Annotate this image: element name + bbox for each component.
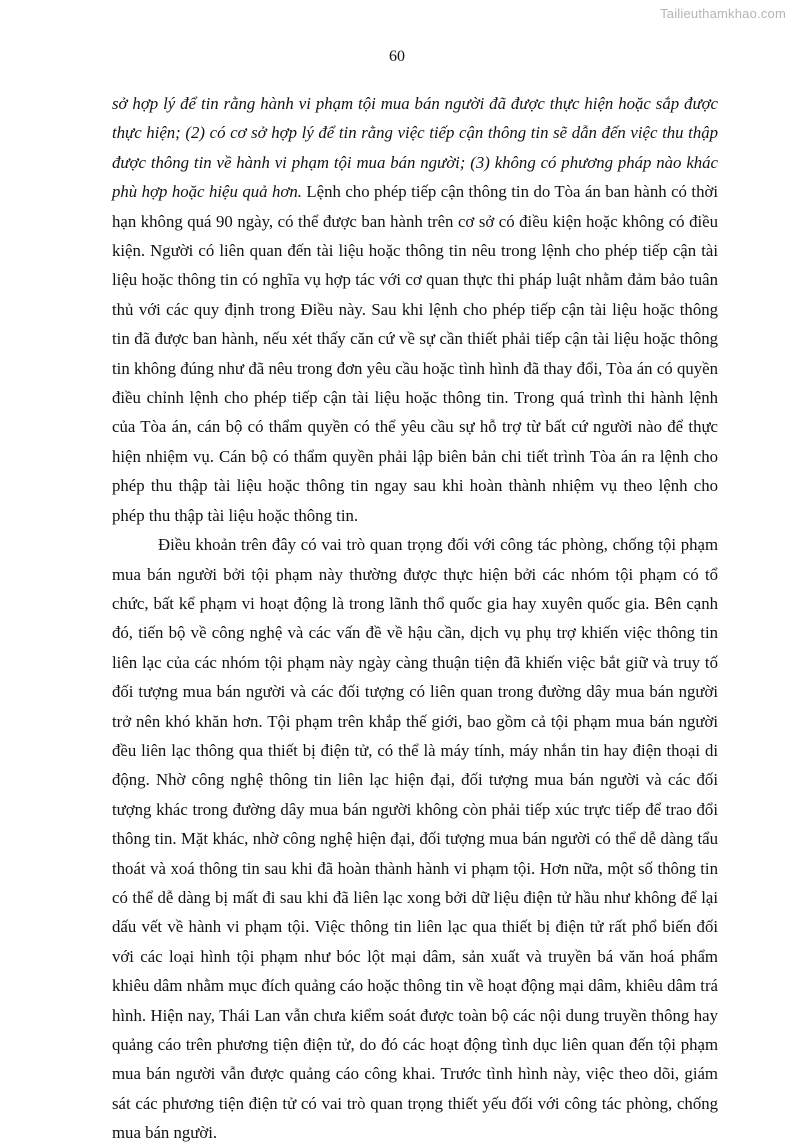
watermark: Tailieuthamkhao.com xyxy=(660,6,786,21)
document-body xyxy=(112,89,718,1148)
paragraph-1-text: Lệnh cho phép tiếp cận thông tin do Tòa án ban hành có thời hạn không quá 90 ngày, có thể được ban hành trên cơ sở có điều kiện hoặc không có điều kiện. Người có liên quan đến tài liệu hoặc thông tin nêu trong lệnh cho phép tiếp cận tài liệu hoặc thông tin có nghĩa vụ hợp tác với cơ quan thực thi pháp luật nhằm đảm bảo tuân thủ với các quy định trong Điều này. Sau khi lệnh cho phép tiếp cận tài liệu hoặc thông tin đã được ban hành, nếu xét thấy căn cứ về sự cần thiết phải tiếp cận tài liệu hoặc thông tin không đúng như đã nêu trong đơn yêu cầu hoặc tình hình đã thay đổi, Tòa án có quyền điều chỉnh lệnh cho phép tiếp cận tài liệu hoặc thông tin. Trong quá trình thi hành lệnh của Tòa án, cán bộ có thẩm quyền có thể yêu cầu sự hỗ trợ từ bất cứ người nào để thực hiện nhiệm vụ. Cán bộ có thẩm quyền phải lập biên bản chi tiết trình Tòa án ra lệnh cho phép thu thập tài liệu hoặc thông tin ngay sau khi hoàn thành nhiệm vụ theo lệnh cho phép thu thập tài liệu hoặc thông tin. xyxy=(112,182,718,525)
paragraph-2: Điều khoản trên đây có vai trò quan trọng đối với công tác phòng, chống tội phạm mua bán người bởi tội phạm này thường được thực hiện bởi các nhóm tội phạm có tổ chức, bất kể phạm vi hoạt động là trong lãnh thổ quốc gia hay xuyên quốc gia. Bên cạnh đó, tiến bộ về công nghệ và các vấn đề về hậu cần, dịch vụ phụ trợ khiến việc thông tin liên lạc của các nhóm tội phạm này ngày càng thuận tiện đã khiến việc bắt giữ và truy tố đối tượng mua bán người và các đối tượng có liên quan trong đường dây mua bán người trở nên khó khăn hơn. Tội phạm trên khắp thế giới, bao gồm cả tội phạm mua bán người đều liên lạc thông qua thiết bị điện tử, có thể là máy tính, máy nhắn tin hay điện thoại di động. Nhờ công nghệ thông tin liên lạc hiện đại, đối tượng mua bán người và các đối tượng khác trong đường dây mua bán người không còn phải tiếp xúc trực tiếp để trao đổi thông tin. Mặt khác, nhờ công nghệ hiện đại, đối tượng mua bán người có thể dễ dàng tẩu thoát và xoá thông tin sau khi đã hoàn thành hành vi phạm tội. Hơn nữa, một số thông tin có thể dễ dàng bị mất đi sau khi đã liên lạc xong bởi dữ liệu điện tử hầu như không để lại dấu vết về hành vi phạm tội. Việc thông tin liên lạc qua thiết bị điện tử rất phổ biến đối với các loại hình tội phạm như bóc lột mại dâm, sản xuất và truyền bá văn hoá phẩm khiêu dâm nhằm mục đích quảng cáo hoặc thông tin về hoạt động mại dâm, khiêu dâm trá hình. Hiện nay, Thái Lan vẫn chưa kiểm soát được toàn bộ các nội dung truyền thông hay quảng cáo trên phương tiện điện tử, do đó các hoạt động tình dục liên quan đến tội phạm mua bán người vẫn được quảng cáo công khai. Trước tình hình này, việc theo dõi, giám sát các phương tiện điện tử có vai trò quan trọng thiết yếu đối với công tác phòng, chống mua bán người. xyxy=(112,535,718,1143)
paragraph-1 xyxy=(112,89,718,530)
page-number: 60 xyxy=(389,48,405,65)
paragraph-1-italic: sở hợp lý để tin rằng hành vi phạm tội mua bán người đã được thực hiện hoặc sắp được thực hiện; (2) có cơ sở hợp lý để tin rằng việc tiếp cận thông tin sẽ dẫn đến việc thu thập được thông tin về hành vi phạm tội mua bán người; (3) không có phương pháp nào khác phù hợp hoặc hiệu quả hơn. xyxy=(112,94,718,202)
